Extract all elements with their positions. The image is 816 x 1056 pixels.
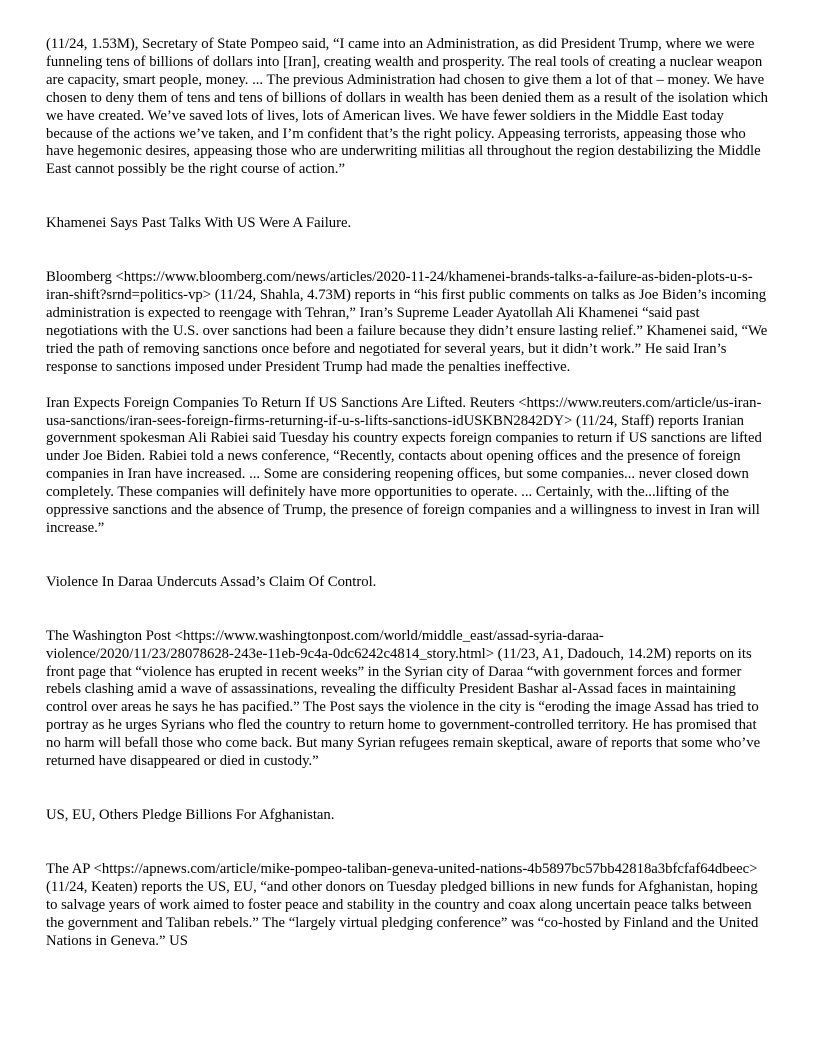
headline-afghanistan-pledges: US, EU, Others Pledge Billions For Afghanistan.: [46, 807, 335, 823]
headline-khamenei-talks: Khamenei Says Past Talks With US Were A Failure.: [46, 215, 352, 232]
paragraph-pompeo-quote: (11/24, 1.53M), Secretary of State Pompeo said, “I came into an Administration, as did President Trump, where we were funneling tens of billions of dollars into [Iran], creating wealth and prosperity. The real tools of creating a nuclear weapon are capacity, smart people, money. ... The previous Administration had chosen to give them a lot of that – money. We have chosen to deny them of tens and tens of billions of dollars in wealth has been denied them as a result of the isolation which we have created. We’ve saved lots of lives, lots of American lives. We have fewer soldiers in the Middle East today because of the actions we’ve taken, and I’m confident that’s the right policy. Appeasing terrorists, appeasing those who have hegemonic desires, appeasing those who are underwriting militias all throughout the region destabilizing the Middle East cannot possibly be the right course of action.”: [46, 36, 768, 178]
document-page: [46, 36, 772, 950]
paragraph-ap-afghanistan: The AP <https://apnews.com/article/mike-pompeo-taliban-geneva-united-nations-4b5897bc57bb42818a3bfcfaf64dbeec> (11/24, Keaten) reports the US, EU, “and other donors on Tuesday pledged billions in new funds for Afghanistan, hoping to salvage years of work aimed to foster peace and stability in the country and coax along uncertain peace talks between the government and Taliban rebels.” The “largely virtual pledging conference” was “co-hosted by Finland and the United Nations in Geneva.” US: [46, 860, 759, 949]
paragraph-bloomberg-khamenei: Bloomberg <https://www.bloomberg.com/news/articles/2020-11-24/khamenei-brands-talks-a-failure-as-biden-plots-u-s-iran-shift?srnd=politics-vp> (11/24, Shahla, 4.73M) reports in “his first public comments on talks as Joe Biden’s incoming administration is expected to reengage with Tehran,” Iran’s Supreme Leader Ayatollah Ali Khamenei “said past negotiations with the U.S. over sanctions had been a failure because they didn’t ensure lasting relief.” Khamenei said, “We tried the path of removing sanctions once before and negotiated for several years, but it didn’t work.” He said Iran’s response to sanctions imposed under President Trump had made the penalties ineffective.: [46, 269, 768, 375]
headline-daraa-violence: Violence In Daraa Undercuts Assad’s Claim Of Control.: [46, 573, 377, 590]
paragraph-washington-post-daraa: The Washington Post <https://www.washingtonpost.com/world/middle_east/assad-syria-daraa-violence/2020/11/23/28078628-243e-11eb-9c4a-0dc6242c4814_story.html> (11/23, A1, Dadouch, 14.2M) reports on its front page that “violence has erupted in recent weeks” in the Syrian city of Daraa “with government forces and former rebels clashing amid a wave of assassinations, revealing the difficulty President Bashar al-Assad faces in maintaining control over areas he says he has pacified.” The Post says the violence in the city is “eroding the image Assad has tried to portray as he urges Syrians who fled the country to return home to government-controlled territory. He has promised that no harm will befall those who come back. But many Syrian refugees remain skeptical, aware of reports that some who’ve returned have disappeared or died in custody.”: [46, 627, 761, 770]
paragraph-reuters-foreign-companies: Iran Expects Foreign Companies To Return If US Sanctions Are Lifted. Reuters <https://www.reuters.com/article/us-iran-usa-sanctions/iran-sees-foreign-firms-returning-if-u-s-lifts-sanctions-idUSKBN2842DY> (11/24, Staff) reports Iranian government spokesman Ali Rabiei said Tuesday his country expects foreign companies to return if US sanctions are lifted under Joe Biden. Rabiei told a news conference, “Recently, contacts about opening offices and the presence of foreign companies in Iran have increased. ... Some are considering reopening offices, but some companies... never closed down completely. These companies will definitely have more opportunities to operate. ... Certainly, with the...lifting of the oppressive sanctions and the absence of Trump, the presence of foreign companies and a willingness to invest in Iran will increase.”: [46, 394, 762, 536]
